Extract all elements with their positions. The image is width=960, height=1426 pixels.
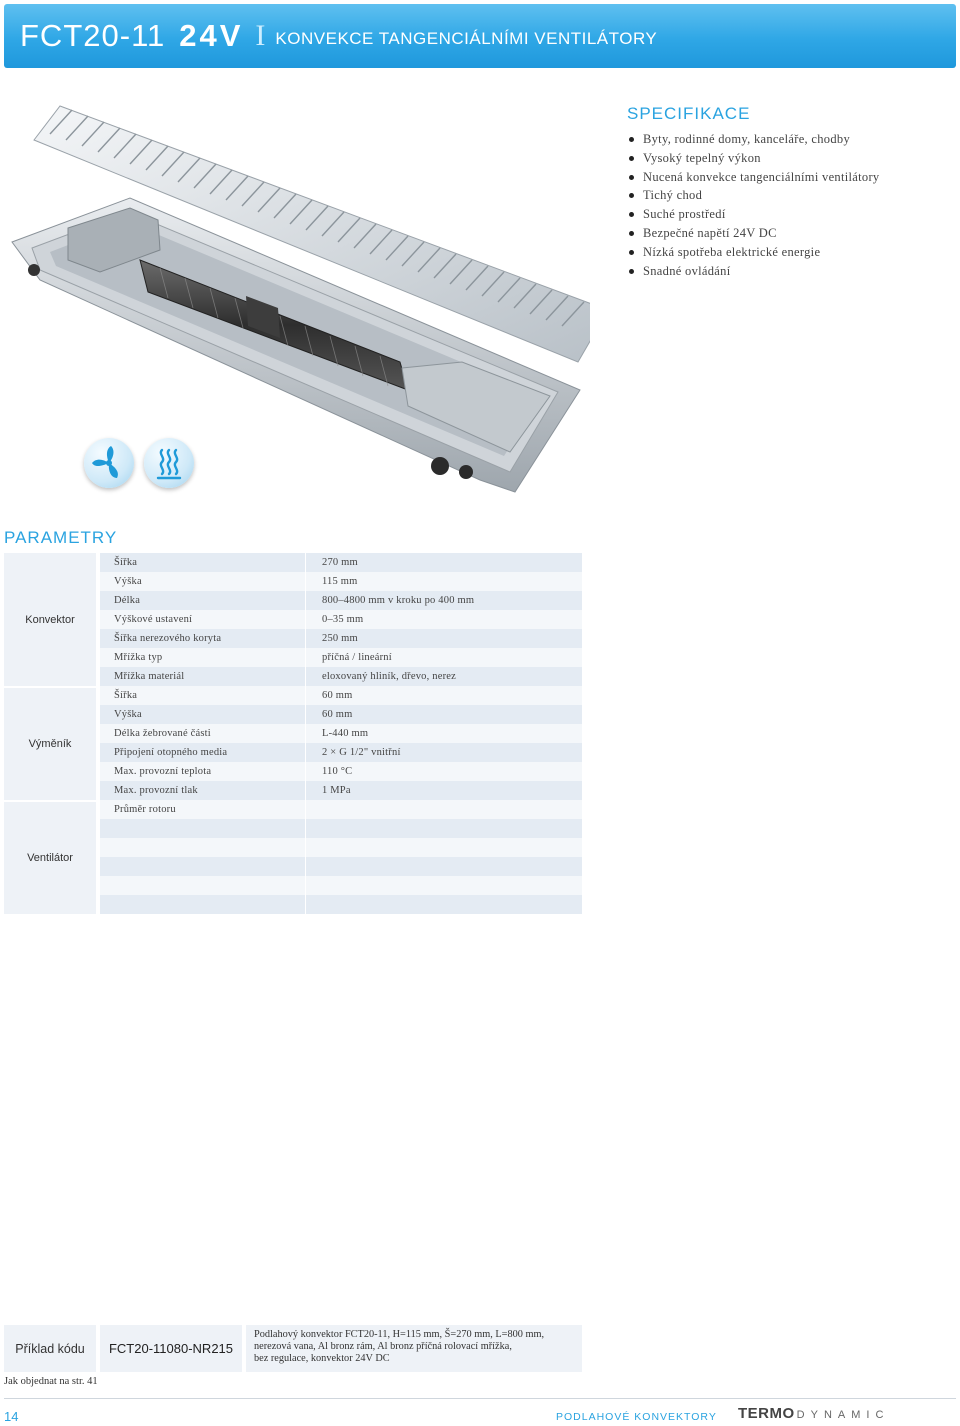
param-value: eloxovaný hliník, dřevo, nerez bbox=[322, 671, 456, 682]
spec-item: Tichý chod bbox=[627, 186, 947, 205]
param-label: Výška bbox=[114, 576, 142, 587]
model-voltage: 24V bbox=[179, 18, 244, 53]
param-row bbox=[100, 553, 582, 572]
specification-title: SPECIFIKACE bbox=[627, 104, 751, 123]
param-row bbox=[100, 800, 582, 819]
brand-name: TERMO bbox=[738, 1405, 795, 1422]
param-value: 2 × G 1/2" vnitřní bbox=[322, 747, 401, 758]
page-subtitle: KONVEKCE TANGENCIÁLNÍMI VENTILÁTORY bbox=[275, 29, 658, 48]
param-label: Šířka bbox=[114, 690, 138, 701]
param-value: 800–4800 mm v kroku po 400 mm bbox=[322, 595, 475, 606]
param-label: Délka žebrované části bbox=[114, 728, 211, 739]
param-value: 270 mm bbox=[322, 557, 358, 568]
param-row bbox=[100, 629, 582, 648]
param-label: Délka bbox=[114, 595, 141, 606]
param-row bbox=[100, 819, 582, 838]
spec-item: Vysoký tepelný výkon bbox=[627, 149, 947, 168]
title-separator: I bbox=[255, 19, 266, 52]
group-label-ventilator: Ventilátor bbox=[4, 802, 96, 914]
spec-item: Nucená konvekce tangenciálními ventilátory bbox=[627, 168, 947, 187]
param-value: L-440 mm bbox=[322, 728, 369, 739]
spec-item: Snadné ovládání bbox=[627, 262, 947, 281]
example-code-label: Příklad kódu bbox=[4, 1325, 96, 1372]
param-row bbox=[100, 591, 582, 610]
brand-logo bbox=[738, 1405, 889, 1423]
fan-badge bbox=[84, 438, 134, 488]
param-value: 60 mm bbox=[322, 709, 353, 720]
description-line: Podlahový konvektor FCT20-11, H=115 mm, Š=270 mm, L=800 mm, bbox=[254, 1329, 545, 1340]
param-row bbox=[100, 743, 582, 762]
param-value: 0–35 mm bbox=[322, 614, 364, 625]
param-value: 250 mm bbox=[322, 633, 358, 644]
param-row bbox=[100, 667, 582, 686]
param-value: 60 mm bbox=[322, 690, 353, 701]
example-code-value: FCT20-11080-NR215 bbox=[100, 1325, 242, 1372]
description-line: bez regulace, konvektor 24V DC bbox=[254, 1353, 390, 1364]
param-label: Max. provozní teplota bbox=[114, 766, 212, 777]
param-label: Max. provozní tlak bbox=[114, 785, 198, 796]
param-row bbox=[100, 762, 582, 781]
brand-series: DYNAMIC bbox=[796, 1409, 890, 1421]
param-label: Šířka nerezového koryta bbox=[114, 633, 222, 644]
param-row bbox=[100, 781, 582, 800]
footer-divider bbox=[4, 1398, 956, 1399]
group-label-konvektor: Konvektor bbox=[4, 553, 96, 686]
spec-item: Suché prostředí bbox=[627, 205, 947, 224]
param-row bbox=[100, 572, 582, 591]
param-label: Výška bbox=[114, 709, 142, 720]
order-reference: Jak objednat na str. 41 bbox=[4, 1376, 98, 1387]
param-label: Mřížka materiál bbox=[114, 671, 185, 682]
param-row bbox=[100, 838, 582, 857]
footer-section-title: PODLAHOVÉ KONVEKTORY bbox=[556, 1411, 717, 1423]
spec-item: Byty, rodinné domy, kanceláře, chodby bbox=[627, 130, 947, 149]
param-label: Průměr rotoru bbox=[114, 804, 176, 815]
param-row bbox=[100, 686, 582, 705]
param-row bbox=[100, 876, 582, 895]
param-label: Připojení otopného media bbox=[114, 747, 228, 758]
heat-icon bbox=[144, 438, 194, 488]
param-label: Šířka bbox=[114, 557, 138, 568]
specification-list bbox=[627, 130, 947, 280]
param-label: Výškové ustavení bbox=[114, 614, 193, 625]
specification-section bbox=[627, 104, 947, 280]
param-value: 1 MPa bbox=[322, 785, 351, 796]
param-value: příčná / lineární bbox=[322, 652, 392, 663]
param-row bbox=[100, 610, 582, 629]
header-bar bbox=[4, 4, 956, 68]
param-row bbox=[100, 705, 582, 724]
group-label-vymenik: Výměník bbox=[4, 688, 96, 800]
param-value: 115 mm bbox=[322, 576, 358, 587]
spec-item: Nízká spotřeba elektrické energie bbox=[627, 243, 947, 262]
parameters-title: PARAMETRY bbox=[4, 528, 118, 547]
param-label: Mřížka typ bbox=[114, 652, 163, 663]
param-row bbox=[100, 895, 582, 914]
fan-icon bbox=[84, 438, 134, 488]
param-value: 110 °C bbox=[322, 766, 353, 777]
param-row bbox=[100, 648, 582, 667]
example-code-description bbox=[246, 1325, 582, 1372]
heat-badge bbox=[144, 438, 194, 488]
param-row bbox=[100, 724, 582, 743]
page-number: 14 bbox=[4, 1409, 19, 1424]
model-name: FCT20-11 bbox=[20, 18, 166, 53]
spec-item: Bezpečné napětí 24V DC bbox=[627, 224, 947, 243]
description-line: nerezová vana, Al bronz rám, Al bronz příčná rolovací mřížka, bbox=[254, 1341, 512, 1352]
param-row bbox=[100, 857, 582, 876]
